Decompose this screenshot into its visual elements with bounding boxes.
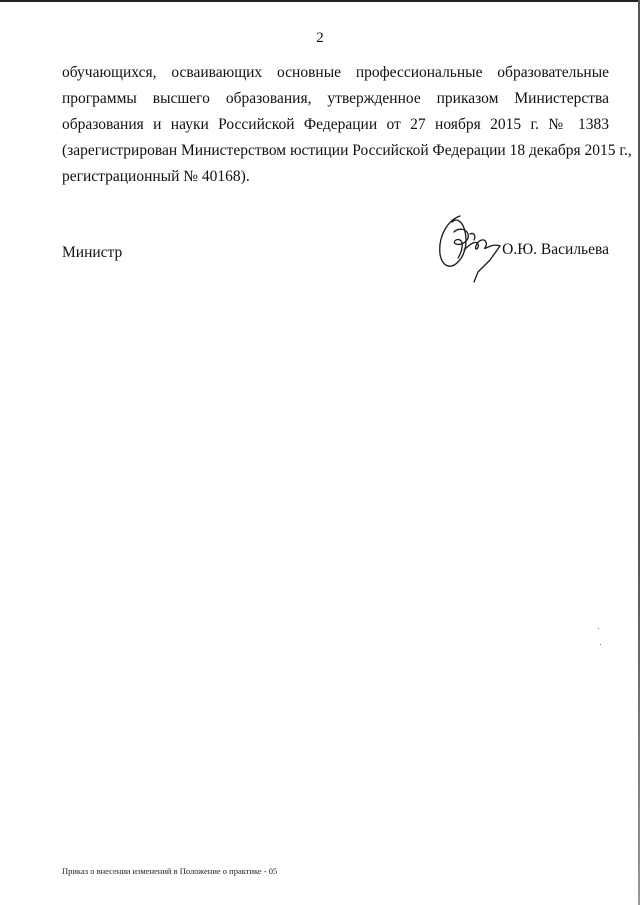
signer-position: Министр <box>62 244 123 261</box>
scan-border-top <box>0 0 640 2</box>
body-paragraph <box>62 60 632 190</box>
footer-note: Приказ о внесении изменений в Положение о практике - 05 <box>62 866 278 876</box>
scan-speck <box>598 628 599 629</box>
page-number: 2 <box>316 30 324 46</box>
body-line: образования и науки Российской Федерации от 27 ноября 2015 г. № 1383 <box>62 116 609 133</box>
body-line: регистрационный № 40168). <box>62 168 250 185</box>
body-line: (зарегистрирован Министерством юстиции Российской Федерации 18 декабря 2015 г., <box>62 142 632 159</box>
signature-block <box>62 241 609 284</box>
body-line: программы высшего образования, утвержденное приказом Министерства <box>62 90 609 107</box>
signer-name: О.Ю. Васильева <box>502 241 609 258</box>
scan-speck <box>600 644 601 645</box>
body-line: обучающихся, осваивающих основные профессиональные образовательные <box>62 64 609 81</box>
